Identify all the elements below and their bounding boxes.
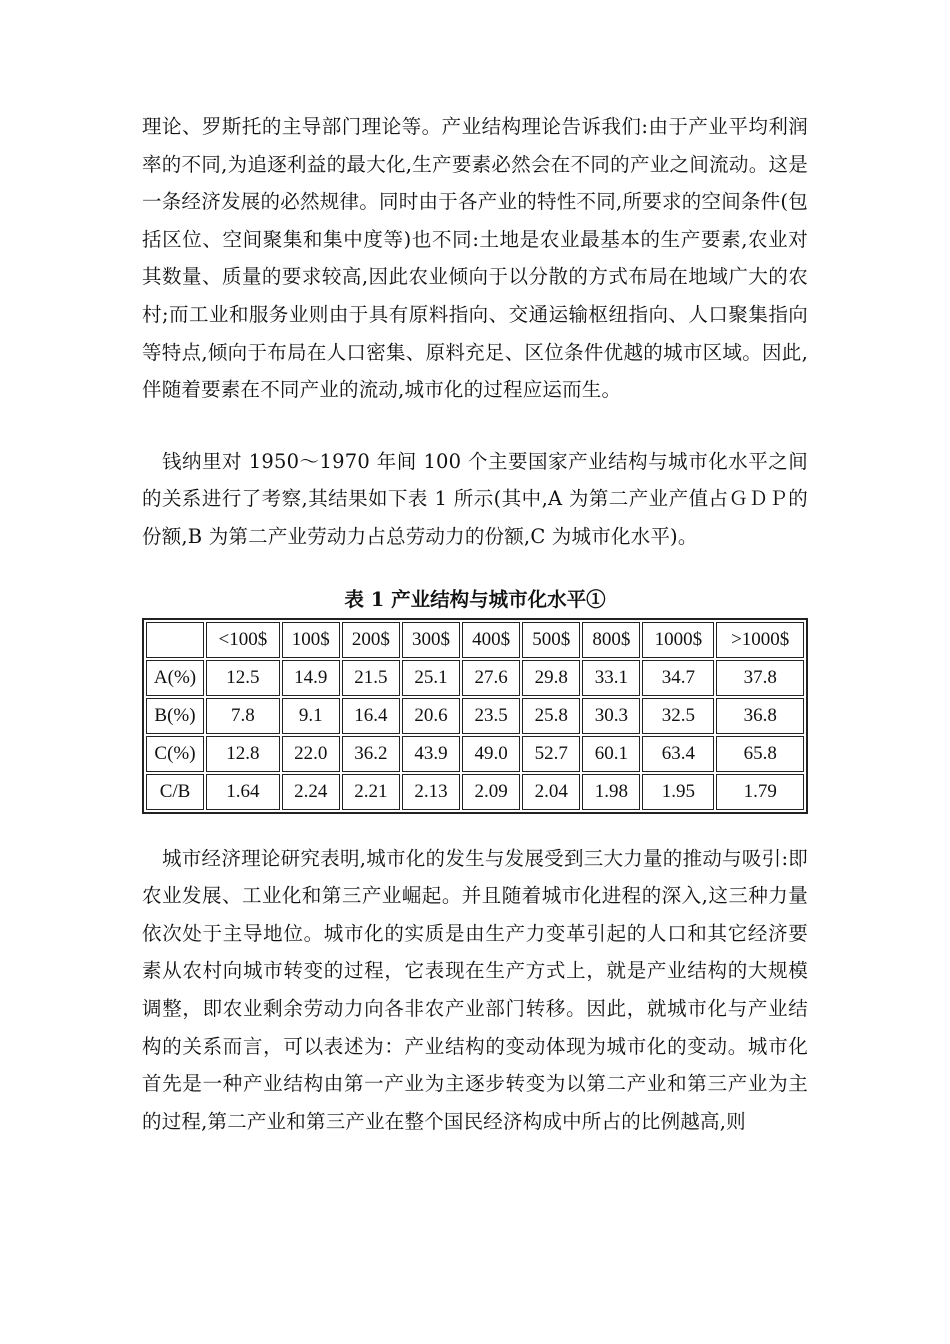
table-cell: 2.09	[462, 774, 520, 810]
table-row-label: B(%)	[146, 698, 204, 734]
table-row-label: C/B	[146, 774, 204, 810]
document-page	[142, 108, 808, 1140]
table-cell: 12.8	[206, 736, 280, 772]
table-cell: 7.8	[206, 698, 280, 734]
table-cell: 2.21	[342, 774, 400, 810]
table-header-cell: <100$	[206, 622, 280, 658]
table-cell: 63.4	[642, 736, 714, 772]
table-cell: 34.7	[642, 660, 714, 696]
table-header-cell: 200$	[342, 622, 400, 658]
table-caption: 表 1 产业结构与城市化水平①	[344, 587, 606, 611]
table-cell: 32.5	[642, 698, 714, 734]
table-cell: 22.0	[282, 736, 340, 772]
table-cell: 1.79	[716, 774, 804, 810]
table-cell: 21.5	[342, 660, 400, 696]
table-header-cell	[146, 622, 204, 658]
table-cell: 25.1	[402, 660, 460, 696]
table-row	[146, 698, 804, 734]
table-cell: 27.6	[462, 660, 520, 696]
table-cell: 1.98	[582, 774, 640, 810]
table-header-row	[146, 622, 804, 658]
table-cell: 36.8	[716, 698, 804, 734]
table-header-cell: >1000$	[716, 622, 804, 658]
table-header-cell: 1000$	[642, 622, 714, 658]
table-row	[146, 774, 804, 810]
table-cell: 65.8	[716, 736, 804, 772]
table-cell: 23.5	[462, 698, 520, 734]
table-cell: 60.1	[582, 736, 640, 772]
table-cell: 1.95	[642, 774, 714, 810]
paragraph-urban-economics: 城市经济理论研究表明,城市化的发生与发展受到三大力量的推动与吸引:即农业发展、工业化和第三产业崛起。并且随着城市化进程的深入,这三种力量依次处于主导地位。城市化的实质是由生产力变革引起的人口和其它经济要素从农村向城市转变的过程，它表现在生产方式上，就是产业结构的大规模调整，即农业剩余劳动力向各非农产业部门转移。因此，就城市化与产业结构的关系而言，可以表述为：产业结构的变动体现为城市化的变动。城市化首先是一种产业结构由第一产业为主逐步转变为以第二产业和第三产业为主的过程,第二产业和第三产业在整个国民经济构成中所占的比例越高,则	[142, 846, 808, 1133]
table-cell: 16.4	[342, 698, 400, 734]
table-header-cell: 800$	[582, 622, 640, 658]
table-cell: 2.04	[522, 774, 580, 810]
table-header-cell: 100$	[282, 622, 340, 658]
table-cell: 12.5	[206, 660, 280, 696]
table-cell: 36.2	[342, 736, 400, 772]
table-cell: 2.24	[282, 774, 340, 810]
table-row-label: C(%)	[146, 736, 204, 772]
table-cell: 29.8	[522, 660, 580, 696]
paragraph-chenery-study: 钱纳里对 1950～1970 年间 100 个主要国家产业结构与城市化水平之间的关系进行了考察,其结果如下表 1 所示(其中,A 为第二产业产值占ＧＤＰ的份额,B 为第二产业劳动力占总劳动力的份额,C 为城市化水平)。	[142, 449, 808, 548]
table-cell: 1.64	[206, 774, 280, 810]
table-cell: 25.8	[522, 698, 580, 734]
table-cell: 30.3	[582, 698, 640, 734]
table-cell: 37.8	[716, 660, 804, 696]
table-cell: 9.1	[282, 698, 340, 734]
table-cell: 49.0	[462, 736, 520, 772]
table-cell: 2.13	[402, 774, 460, 810]
table-cell: 33.1	[582, 660, 640, 696]
industry-urbanization-table	[142, 618, 808, 814]
table-cell: 20.6	[402, 698, 460, 734]
table-cell: 14.9	[282, 660, 340, 696]
table-header-cell: 300$	[402, 622, 460, 658]
paragraph-industry-structure-theory: 理论、罗斯托的主导部门理论等。产业结构理论告诉我们:由于产业平均利润率的不同,为追逐利益的最大化,生产要素必然会在不同的产业之间流动。这是一条经济发展的必然规律。同时由于各产业的特性不同,所要求的空间条件(包括区位、空间聚集和集中度等)也不同:土地是农业最基本的生产要素,农业对其数量、质量的要求较高,因此农业倾向于以分散的方式布局在地域广大的农村;而工业和服务业则由于具有原料指向、交通运输枢纽指向、人口聚集指向等特点,倾向于布局在人口密集、原料充足、区位条件优越的城市区域。因此,伴随着要素在不同产业的流动,城市化的过程应运而生。	[142, 115, 808, 402]
table-row-label: A(%)	[146, 660, 204, 696]
table-header-cell: 400$	[462, 622, 520, 658]
table-cell: 43.9	[402, 736, 460, 772]
table-header-cell: 500$	[522, 622, 580, 658]
table-row	[146, 736, 804, 772]
table-cell: 52.7	[522, 736, 580, 772]
table-row	[146, 660, 804, 696]
